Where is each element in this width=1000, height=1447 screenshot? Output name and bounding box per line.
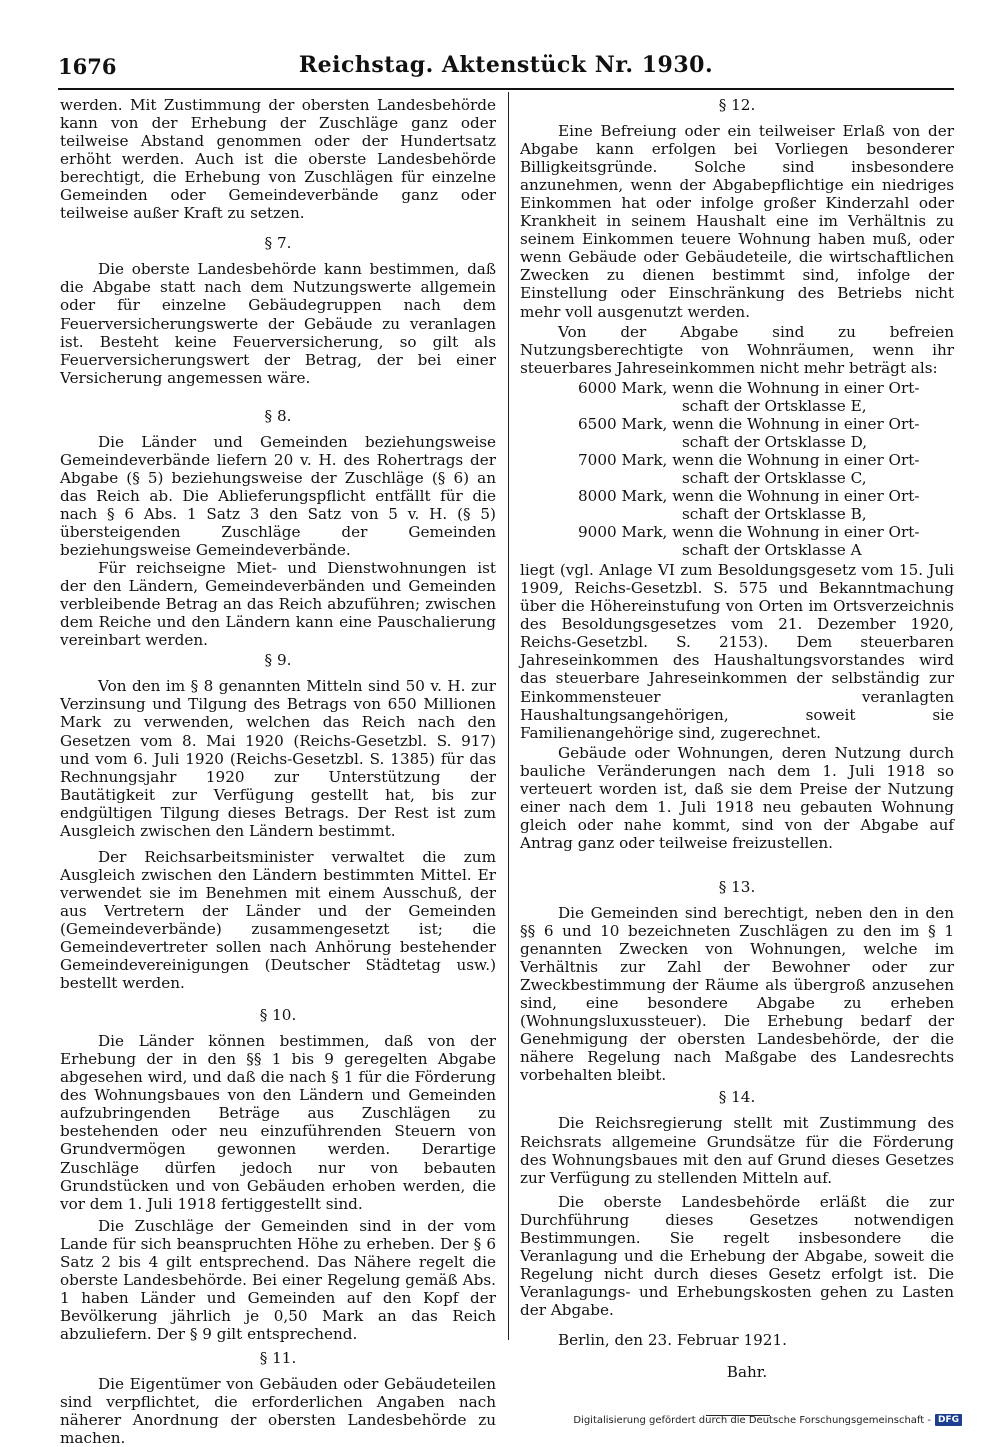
income-threshold-list (578, 379, 954, 559)
paragraph: Eine Befreiung oder ein teilweiser Erlaß von der Abgabe kann erfolgen bei Vorliegen besonderer Billigkeitsgründe. Solche sind insbesondere anzunehmen, wenn der Abgabepflichtige ein niedriges Einkommen hat oder infolge großer Kinderzahl oder Krankheit in seinem Haushalt eine im Verhältnis zu seinem Einkommen teuere Wohnung haben muß, oder wenn Gebäude oder Gebäudeteile, die wirtschaftlichen Zwecken zu dienen bestimmt sind, infolge der Einstellung oder Einschränkung des Betriebs nicht mehr voll ausgenutzt werden. (520, 122, 954, 321)
threshold-line: 6500 Mark, wenn die Wohnung in einer Ort- (578, 414, 920, 433)
paragraph: Der Reichsarbeitsminister verwaltet die zum Ausgleich zwischen den Ländern bestimmten Mittel. Er verwendet sie im Benehmen mit einem Ausschuß, der aus Vertretern der Länder und der Gemeinden (Gemeindeverbände) zusammengesetzt ist; die Gemeindevertreter sollen nach Anhörung bestehender Gemeindevereinigungen (Deutscher Städtetag usw.) bestellt werden. (60, 847, 496, 993)
place-and-date: Berlin, den 23. Februar 1921. (558, 1331, 787, 1349)
paragraph: Gebäude oder Wohnungen, deren Nutzung durch bauliche Veränderungen nach dem 1. Juli 1918 so verteuert worden ist, daß sie dem Preise der Nutzung einer nach dem 1. Juli 1918 neu gebauten Wohnung gleich oder nahe kommt, sind von der Abgabe auf Antrag ganz oder teilweise freizustellen. (520, 743, 954, 852)
list-item (578, 451, 954, 487)
list-item (578, 523, 954, 559)
section-heading-14: § 14. (718, 1088, 756, 1107)
threshold-line: schaft der Ortsklasse C, (682, 468, 867, 487)
page-number: 1676 (58, 54, 117, 79)
paragraph: werden. Mit Zustimmung der obersten Landesbehörde kann von der Erhebung der Zuschläge ganz oder teilweise Abstand genommen oder der Hundertsatz erhöht werden. Auch ist die oberste Landesbehörde berechtigt, die Erhebung von Zuschlägen für einzelne Gemeinden oder Gemeindeverbände ganz oder teilweise außer Kraft zu setzen. (60, 96, 496, 223)
list-item (578, 379, 954, 415)
section-heading-8: § 8. (264, 406, 292, 425)
digitization-footer (573, 1414, 962, 1426)
threshold-line: 9000 Mark, wenn die Wohnung in einer Ort- (578, 523, 920, 542)
paragraph: Für reichseigne Miet- und Dienstwohnungen ist der den Ländern, Gemeindeverbänden und Gemeinden verbleibende Betrag an das Reich abzuführen; zwischen dem Reiche und den Ländern kann eine Pauschalierung vereinbart werden. (60, 559, 496, 650)
paragraph: Die Eigentümer von Gebäuden oder Gebäudeteilen sind verpflichtet, die erforderlichen Angaben nach näherer Anordnung der obersten Landesbehörde zu machen. (60, 1375, 496, 1447)
section-heading-13: § 13. (718, 877, 756, 896)
list-item (578, 415, 954, 451)
signature-name: Bahr. (726, 1363, 768, 1382)
list-item (578, 487, 954, 523)
threshold-line: schaft der Ortsklasse D, (682, 432, 868, 451)
section-heading-7: § 7. (264, 234, 292, 253)
threshold-line: 7000 Mark, wenn die Wohnung in einer Ort- (578, 450, 920, 469)
section-heading-11: § 11. (259, 1349, 297, 1367)
paragraph: Die Länder können bestimmen, daß von der Erhebung der in den §§ 1 bis 9 geregelten Abgabe abgesehen wird, und daß die nach § 1 für die Förderung des Wohnungsbaues von den Ländern und Gemeinden aufzubringenden Beträge aus Zuschlägen zu bestehenden oder neu einzuführenden Steuern von Grundvermögen gewonnen werden. Derartige Zuschläge dürfen jedoch nur von bebauten Grundstücken und von Gebäuden erhoben werden, die vor dem 1. Juli 1918 fertiggestellt sind. (60, 1032, 496, 1213)
right-column (520, 96, 954, 1416)
page-header (58, 50, 954, 84)
section-heading-10: § 10. (259, 1006, 297, 1025)
paragraph: Von den im § 8 genannten Mitteln sind 50 v. H. zur Verzinsung und Tilgung des Betrags von 650 Millionen Mark zu verwenden, welchen das Reich nach den Gesetzen vom 8. Mai 1920 (Reichs-Gesetzbl. S. 917) und vom 6. Juli 1920 (Reichs-Gesetzbl. S. 1385) für das Rechnungsjahr 1920 zur Unterstützung der Bautätigkeit zur Verfügung gestellt hat, bis zur endgültigen Tilgung dieses Betrags. Der Rest ist zum Ausgleich zwischen den Ländern bestimmt. (60, 677, 496, 840)
running-title: Reichstag. Aktenstück Nr. 1930. (298, 52, 714, 78)
paragraph: Die oberste Landesbehörde kann bestimmen, daß die Abgabe statt nach dem Nutzungswerte allgemein oder für einzelne Gebäudegruppen nach dem Feuerversicherungswerte der Gebäude zu veranlagen ist. Besteht keine Feuerversicherung, so gilt als Feuerversicherungswert der Betrag, der bei einer Versicherung angemessen wäre. (60, 260, 496, 387)
column-divider (508, 92, 509, 1340)
paragraph: Die Reichsregierung stellt mit Zustimmung des Reichsrats allgemeine Grundsätze für die Förderung des Wohnungsbaues mit den auf Grund dieses Gesetzes zur Verfügung zu stellenden Mitteln auf. (520, 1114, 954, 1187)
paragraph: Von der Abgabe sind zu befreien Nutzungsberechtigte von Wohnräumen, wenn ihr steuerbares Jahreseinkommen nicht mehr beträgt als: (520, 322, 954, 377)
paragraph: Die oberste Landesbehörde erläßt die zur Durchführung dieses Gesetzes notwendigen Bestimmungen. Sie regelt insbesondere die Veranlagung und die Erhebung der Abgabe, soweit die Regelung nicht durch dieses Gesetz erfolgt ist. Die Veranlagungs- und Erhebungskosten gehen zu Lasten der Abgabe. (520, 1192, 954, 1319)
paragraph: liegt (vgl. Anlage VI zum Besoldungsgesetz vom 15. Juli 1909, Reichs-Gesetzbl. S. 575 und Bekanntmachung über die Höhereinstufung von Orten im Ortsverzeichnis des Besoldungsgesetzes vom 21. Dezember 1920, Reichs-Gesetzbl. S. 2153). Dem steuerbaren Jahreseinkommen des Haushaltungsvorstandes wird das steuerbare Jahreseinkommen der selbständig zur Einkommensteuer veranlagten Haushaltungsangehörigen, soweit sie Familienangehörige sind, zugerechnet. (520, 561, 954, 742)
paragraph: Die Gemeinden sind berechtigt, neben den in den §§ 6 und 10 bezeichneten Zuschlägen zu den im § 1 genannten Zwecken von Wohnungen, welche im Verhältnis zur Zahl der Bewohner oder zur Zweckbestimmung der Räume als übergroß anzusehen sind, eine besondere Abgabe zu erheben (Wohnungsluxussteuer). Die Erhebung bedarf der Genehmigung der obersten Landesbehörde, der die nähere Regelung nach Maßgabe des Landesrechts vorbehalten bleibt. (520, 903, 954, 1085)
section-heading-9: § 9. (264, 651, 292, 670)
section-heading-12: § 12. (718, 96, 756, 114)
threshold-line: 8000 Mark, wenn die Wohnung in einer Ort- (578, 486, 920, 505)
footer-text: Digitalisierung gefördert durch die Deutsche Forschungsgemeinschaft - (573, 1414, 931, 1426)
header-rule (58, 88, 954, 90)
threshold-line: schaft der Ortsklasse E, (682, 396, 867, 415)
left-column (60, 96, 496, 1447)
threshold-line: schaft der Ortsklasse B, (682, 505, 867, 524)
paragraph: Die Länder und Gemeinden beziehungsweise Gemeindeverbände liefern 20 v. H. des Rohertrags der Abgabe (§ 5) beziehungsweise der Zuschläge (§ 6) an das Reich ab. Die Ablieferungspflicht entfällt für die nach § 6 Abs. 1 Satz 3 den Satz von 5 v. H. (§ 5) übersteigenden Zuschläge der Gemeinden beziehungsweise Gemeindeverbände. (60, 432, 496, 560)
paragraph: Die Zuschläge der Gemeinden sind in der vom Lande für sich beanspruchten Höhe zu erheben. Der § 6 Satz 2 bis 4 gilt entsprechend. Das Nähere regelt die oberste Landesbehörde. Bei einer Regelung gemäß Abs. 1 haben Länder und Gemeinden auf den Kopf der Bevölkerung jährlich je 0,50 Mark an das Reich abzuliefern. Der § 9 gilt entsprechend. (60, 1216, 496, 1343)
threshold-line: 6000 Mark, wenn die Wohnung in einer Ort- (578, 378, 920, 397)
threshold-line: schaft der Ortsklasse A (682, 541, 862, 560)
dfg-logo-icon: DFG (935, 1414, 962, 1426)
